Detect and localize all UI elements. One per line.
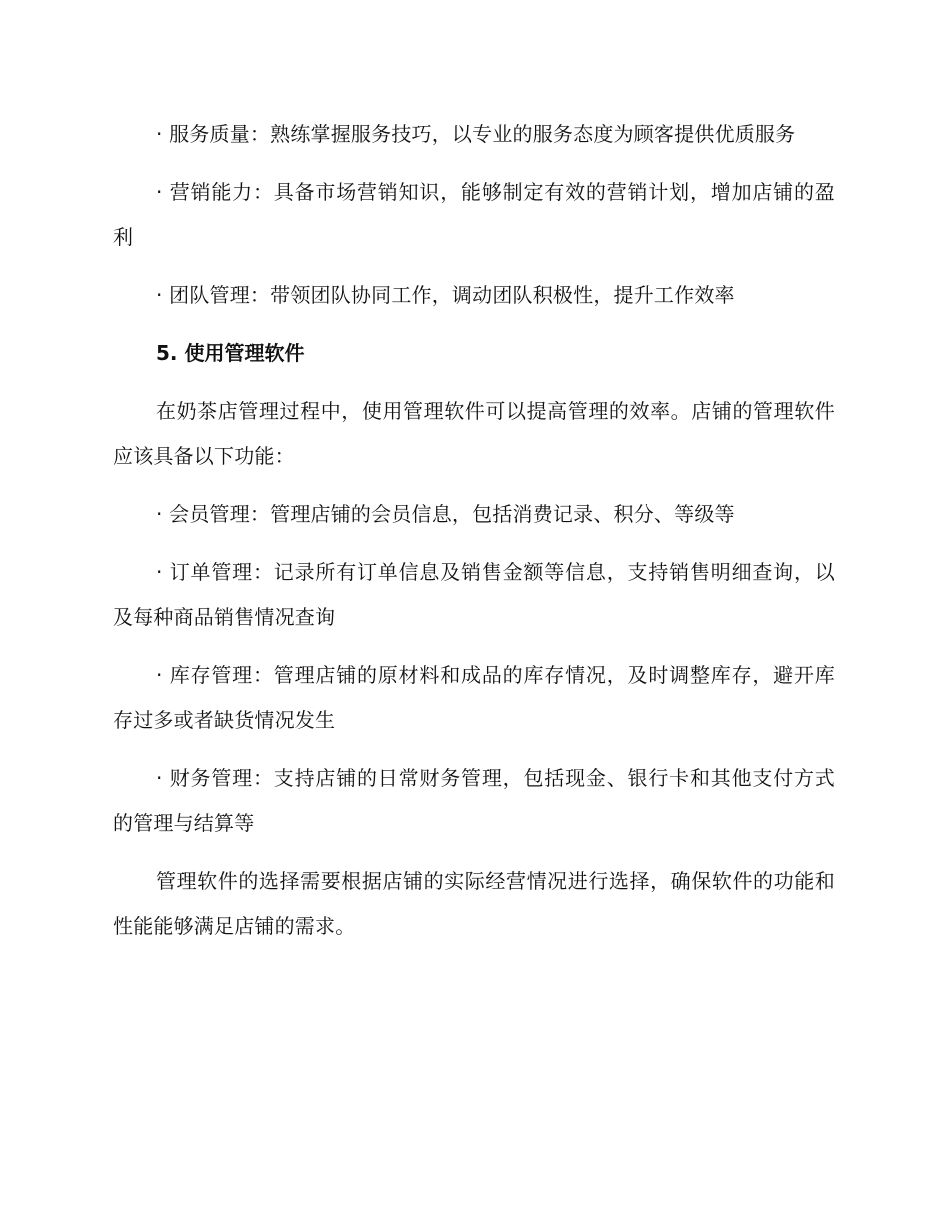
bullet-service-quality: · 服务质量：熟练掌握服务技巧，以专业的服务态度为顾客提供优质服务 bbox=[156, 122, 796, 146]
bullet-order-management: · 订单管理：记录所有订单信息及销售金额等信息，支持销售明细查询，以及每种商品销售情况查询 bbox=[113, 560, 835, 629]
section-intro: 在奶茶店管理过程中，使用管理软件可以提高管理的效率。店铺的管理软件应该具备以下功能： bbox=[113, 399, 835, 468]
bullet-team-management: · 团队管理：带领团队协同工作，调动团队积极性，提升工作效率 bbox=[156, 283, 735, 307]
bullet-finance-management: · 财务管理：支持店铺的日常财务管理，包括现金、银行卡和其他支付方式的管理与结算等 bbox=[113, 766, 835, 835]
bullet-member-management: · 会员管理：管理店铺的会员信息，包括消费记录、积分、等级等 bbox=[156, 502, 735, 526]
bullet-inventory-management: · 库存管理：管理店铺的原材料和成品的库存情况，及时调整库存，避开库存过多或者缺货情况发生 bbox=[113, 663, 835, 732]
section-heading: 5. 使用管理软件 bbox=[156, 341, 305, 365]
bullet-marketing: · 营销能力：具备市场营销知识，能够制定有效的营销计划，增加店铺的盈利 bbox=[113, 180, 835, 249]
section-conclusion: 管理软件的选择需要根据店铺的实际经营情况进行选择，确保软件的功能和性能能够满足店铺的需求。 bbox=[113, 869, 835, 938]
document-page bbox=[113, 112, 835, 962]
